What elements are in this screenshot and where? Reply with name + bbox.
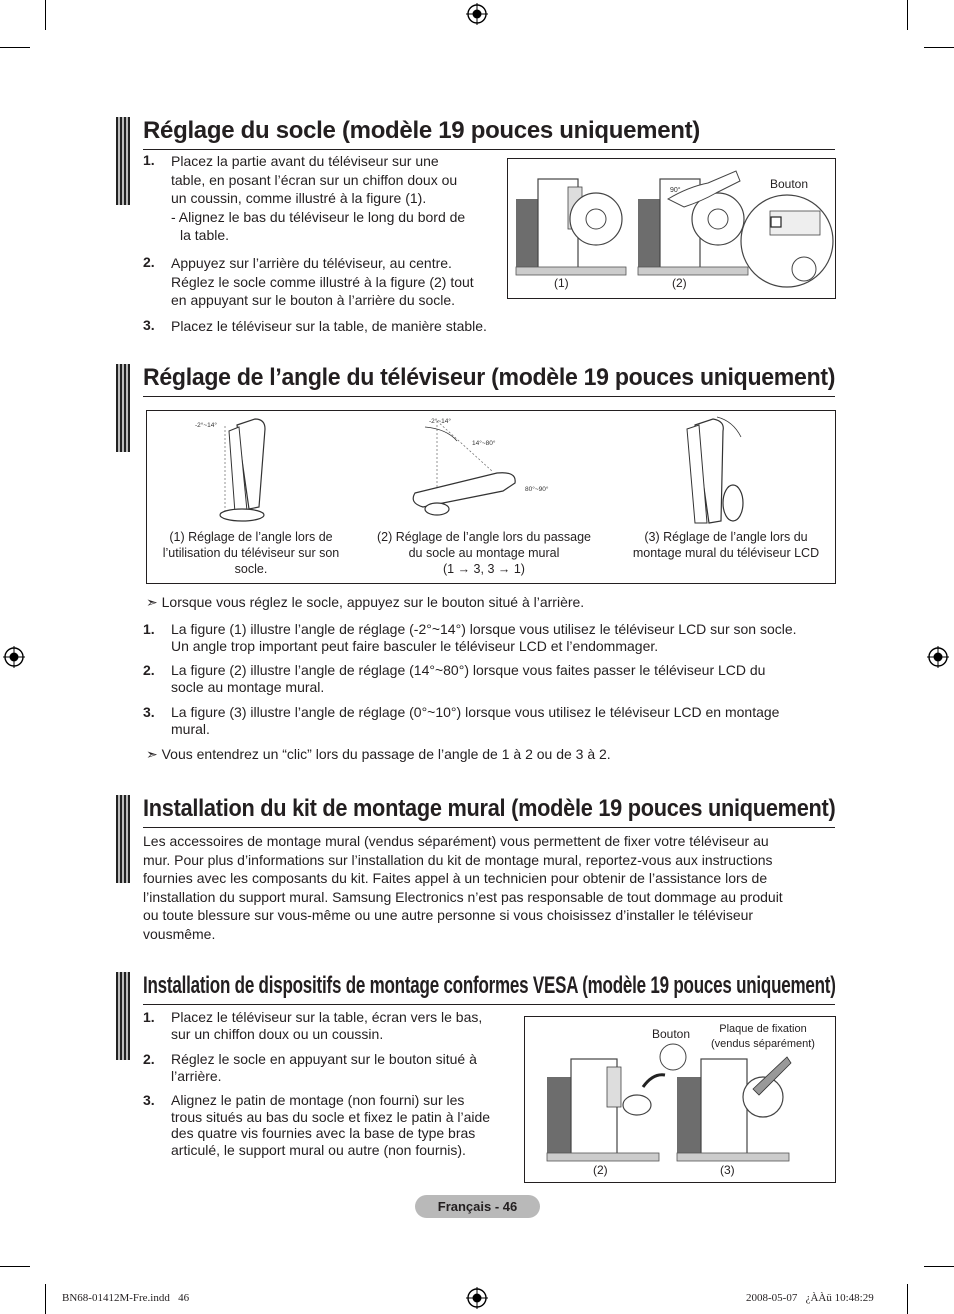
svg-text:80°~90°: 80°~90° [525,486,549,493]
crop-mark [924,47,954,48]
section-marker-bar [116,117,130,205]
crop-mark [45,1284,46,1314]
section-title: Installation du kit de montage mural (modèle 19 pouces uniquement) [143,795,836,822]
step-number: 1. [143,152,155,168]
page-number-badge: Français - 46 [415,1195,540,1218]
figure-caption: (3) Réglage de l’angle lors du montage mural du téléviseur LCD [632,530,820,560]
svg-text:-2°~14°: -2°~14° [195,422,218,429]
crop-mark [907,1284,908,1314]
section-marker-bar [116,364,130,452]
crop-mark [924,1266,954,1267]
section-marker-bar [116,795,130,883]
step-number: 3. [143,1092,155,1108]
paragraph: Les accessoires de montage mural (vendus séparément) vous permettent de fixer votre téléviseur au mur. Pour plus d’informations sur l’installation du kit de montage mural, reportez-vous aux instructions fournies avec les composants du kit. Faites appel à un technicien pour obtenir de l’assistance lors de l’installation du support mural. Samsung Electronics n’est pas responsable de tout dommage au produit ou toute blessure sur vous-même ou une autre personne si vous choisissez d’installer le téléviseur vousmême. [143,833,783,942]
figure-label: (2) [593,1163,608,1177]
button-label: Bouton [652,1027,691,1041]
step-number: 2. [143,1051,155,1067]
step-number: 1. [143,621,155,637]
step-text: Placez le téléviseur sur la table, de manière stable. [171,318,487,334]
figure-label: (3) [720,1163,735,1177]
plate-label: Plaque de fixation (vendus séparément) [711,1023,815,1050]
print-timestamp: 2008-05-07 ¿ÀÀü 10:48:29 [746,1292,874,1304]
step-number: 3. [143,704,155,720]
crop-mark [0,1266,30,1267]
crop-mark [0,47,30,48]
svg-text:-2°~14°: -2°~14° [429,418,452,425]
section-rule [143,396,835,397]
angle-label: 90° [670,187,681,194]
step-number: 2. [143,662,155,678]
crop-mark [907,0,908,30]
step-number: 3. [143,317,155,333]
step-text: La figure (1) illustre l’angle de réglage (-2°~14°) lorsque vous utilisez le téléviseur LCD sur son socle. Un angle trop important peut faire basculer le téléviseur LCD et l’endommager. [171,621,797,654]
button-label: Bouton [770,177,809,191]
step-text: Réglez le socle en appuyant sur le bouton situé à l’arrière. [171,1051,477,1084]
registration-mark-icon [927,646,949,668]
note-text: ➣ Lorsque vous réglez le socle, appuyez sur le bouton situé à l’arrière. [146,594,585,610]
section-title: Réglage du socle (modèle 19 pouces uniquement) [143,117,700,144]
figure-caption: (1) Réglage de l’angle lors de l’utilisation du téléviseur sur son socle. [162,530,340,576]
step-number: 2. [143,254,155,270]
svg-text:14°~80°: 14°~80° [472,440,496,447]
figure-label: (2) [672,276,687,290]
crop-mark [45,0,46,30]
registration-mark-icon [466,1287,488,1309]
figure-angle-adjustment [146,410,836,584]
registration-mark-icon [466,3,488,25]
section-rule [143,827,835,828]
file-name: BN68-01412M-Fre.indd 46 [62,1292,190,1304]
figure-label: (1) [554,276,569,290]
step-number: 1. [143,1009,155,1025]
step-text: Placez le téléviseur sur la table, écran vers le bas, sur un chiffon doux ou un coussin. [171,1009,483,1042]
registration-mark-icon [3,646,25,668]
step-text: Placez la partie avant du téléviseur sur une table, en posant l’écran sur un chiffon doux ou un coussin, comme illustré à la figure (1). - Alignez le bas du téléviseur le long du bord de la table. [171,153,466,243]
section-rule [143,149,835,150]
step-text: La figure (3) illustre l’angle de réglage (0°~10°) lorsque vous utilisez le téléviseur LCD en montage mural. [171,704,780,737]
step-text: Appuyez sur l’arrière du téléviseur, au centre. Réglez le socle comme illustré à la figure (2) tout en appuyant sur le bouton à l’arrière du socle. [171,255,474,308]
note-text: ➣ Vous entendrez un “clic” lors du passage de l’angle de 1 à 2 ou de 3 à 2. [146,746,611,762]
section-rule [143,1004,835,1005]
step-text: Alignez le patin de montage (non fourni) sur les trous situés au bas du socle et fixez le patin à l’aide des quatre vis fournies avec la base de type bras articulé, le support mural ou autre (non fournis). [171,1092,491,1158]
section-marker-bar [116,972,130,1060]
section-title: Installation de dispositifs de montage conformes VESA (modèle 19 pouces uniquement) [143,972,836,999]
figure-caption: (2) Réglage de l’angle lors du passage du socle au montage mural (1 → 3, 3 → 1) [376,530,592,576]
step-text: La figure (2) illustre l’angle de réglage (14°~80°) lorsque vous faites passer le téléviseur LCD du socle au montage mural. [171,662,766,695]
figure-vesa-mount [524,1016,836,1183]
section-title: Réglage de l’angle du téléviseur (modèle 19 pouces uniquement) [143,364,836,391]
figure-stand-assembly [507,158,836,299]
